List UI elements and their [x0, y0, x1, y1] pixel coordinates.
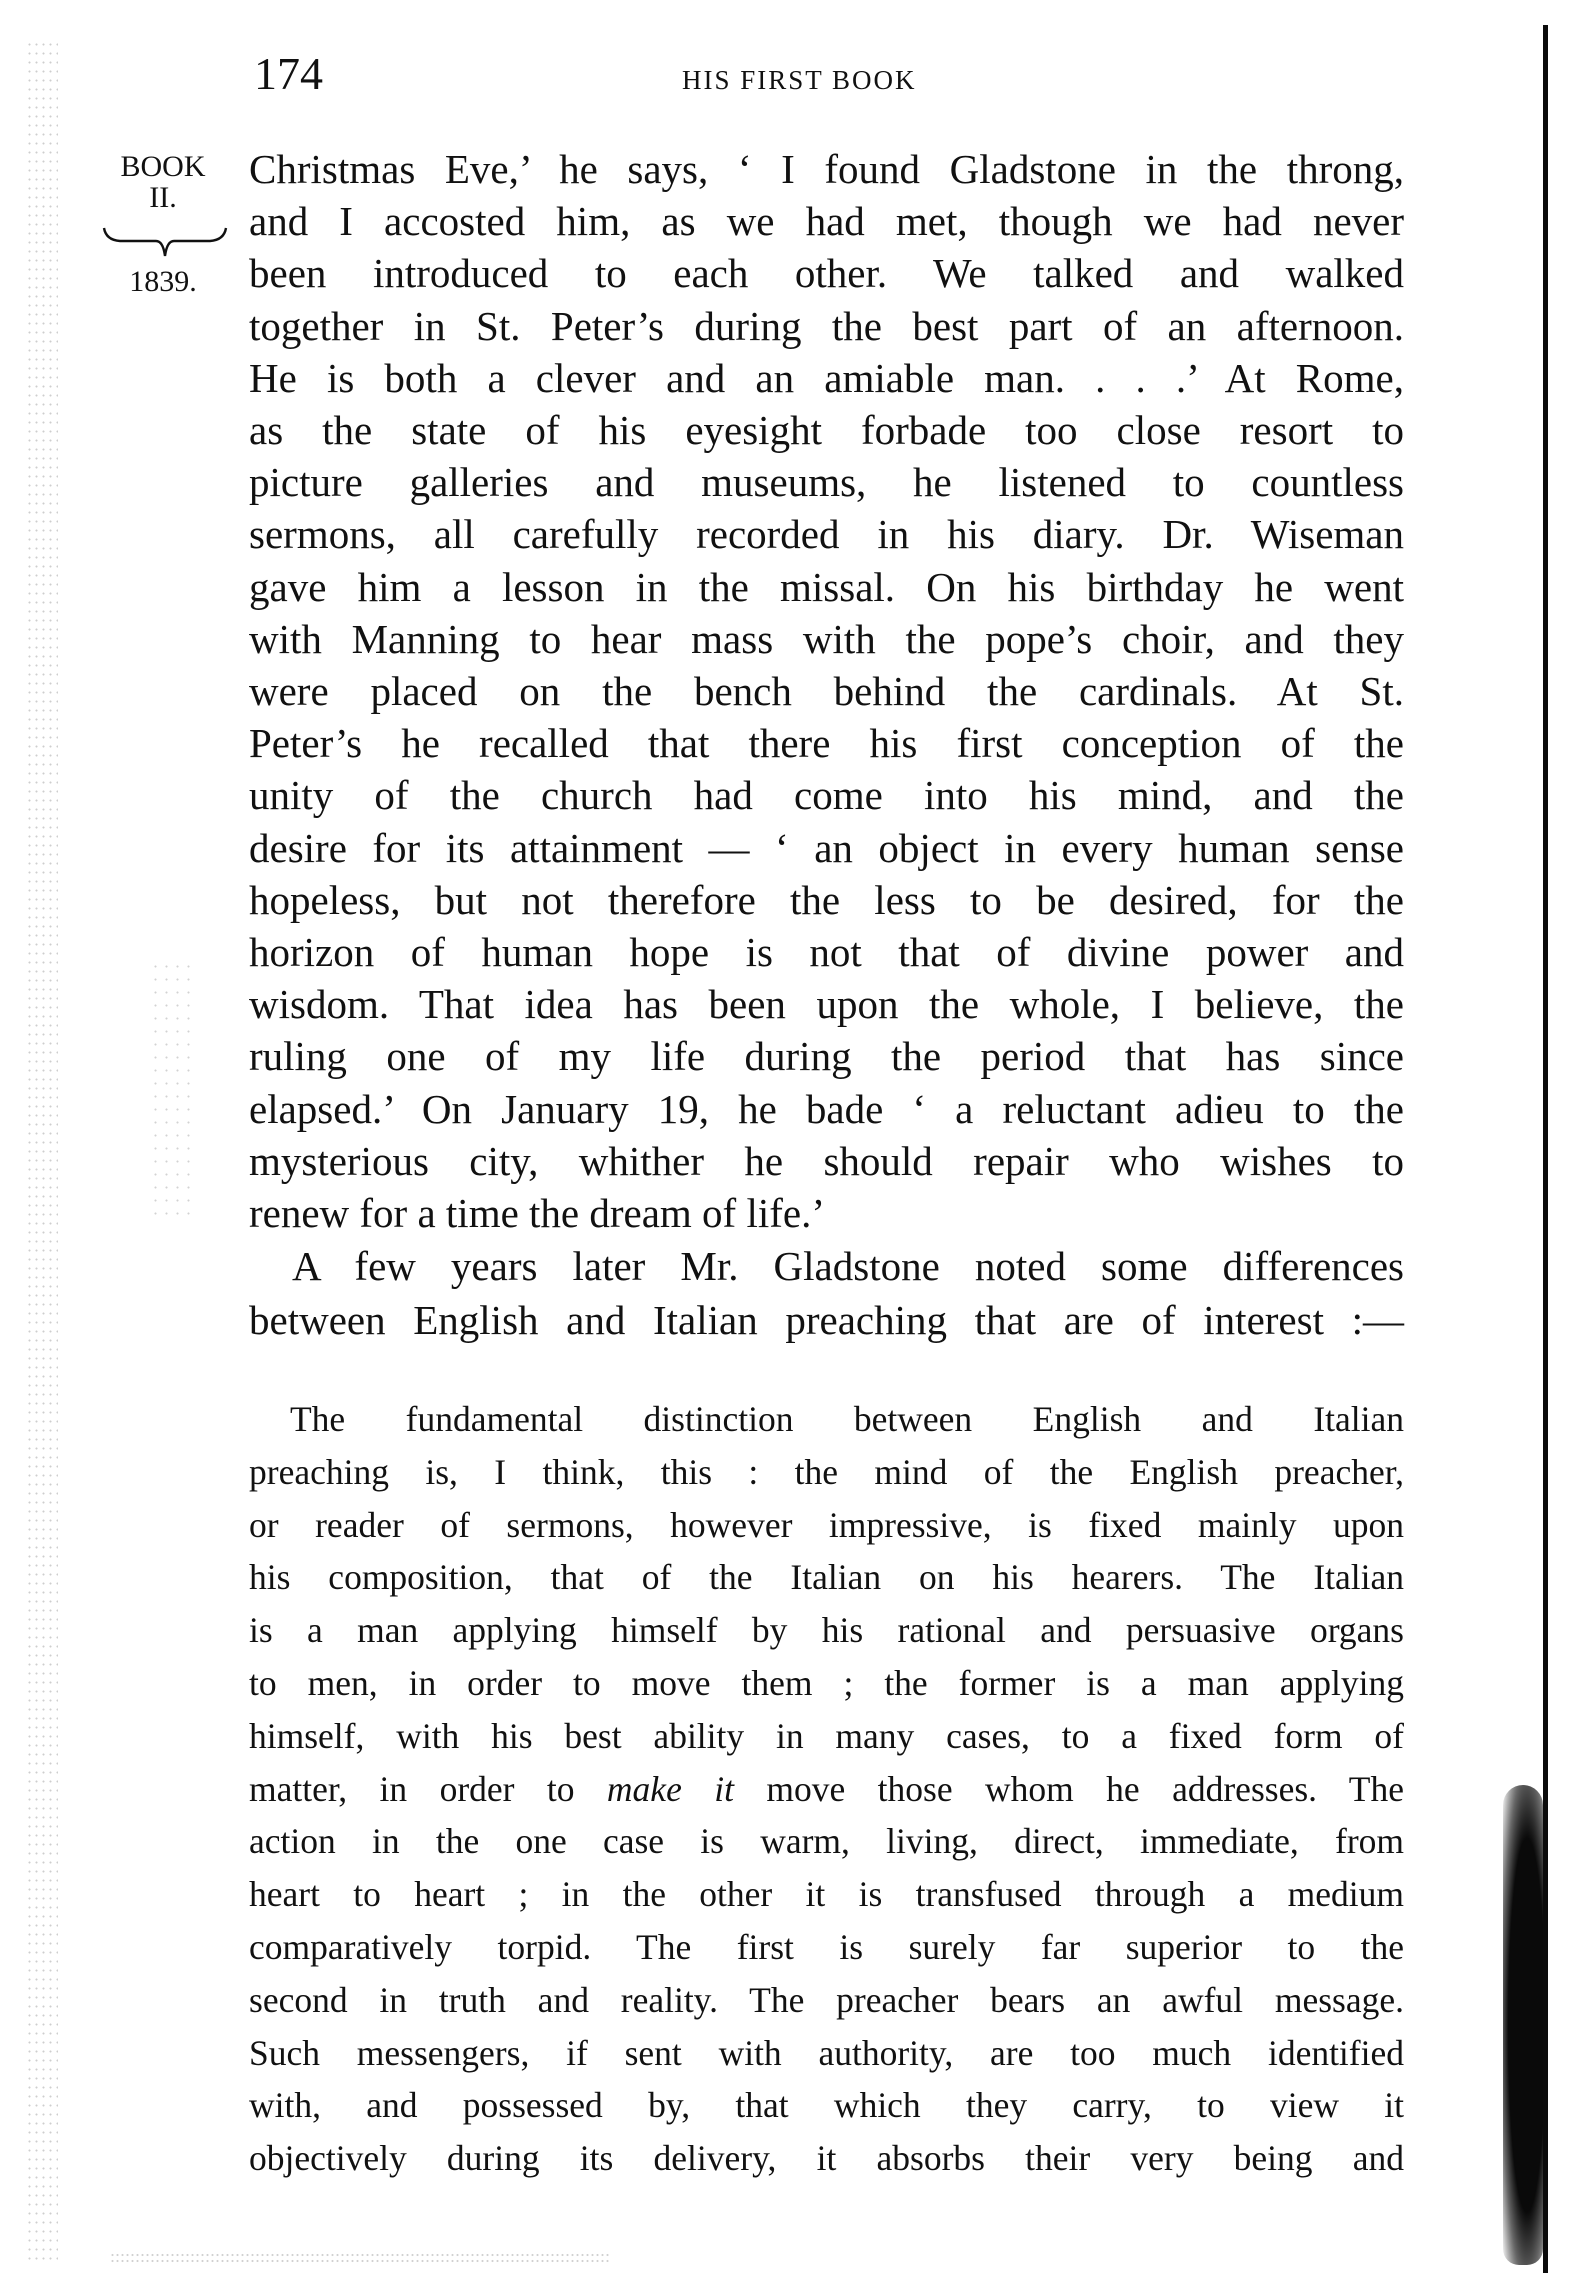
paragraph-1-line: sermons, all carefully recorded in his diary. Dr. Wiseman	[249, 511, 1404, 558]
paragraph-1-line: with Manning to hear mass with the pope’s choir, and they	[249, 615, 1404, 662]
extract-text: move those whom he addresses. The	[733, 1768, 1404, 1809]
paragraph-1-line: as the state of his eyesight forbade too close resort to	[249, 407, 1404, 453]
paragraph-1-line: unity of the church had come into his mind, and the	[249, 772, 1404, 819]
paragraph-1-line: been introduced to each other. We talked and walked	[249, 250, 1404, 297]
paragraph-2-line: A few years later Mr. Gladstone noted some differences	[292, 1243, 1404, 1289]
paragraph-2-line: between English and Italian preaching that are of interest :—	[249, 1297, 1404, 1343]
margin-note-year: 1839.	[129, 265, 197, 298]
extract-line: with, and possessed by, that which they carry, to view it	[249, 2085, 1404, 2126]
extract-line: Such messengers, if sent with authority, are too much identified	[249, 2032, 1404, 2073]
page-number: 174	[254, 48, 323, 99]
paragraph-1-line: mysterious city, whither he should repair who wishes to	[249, 1137, 1404, 1184]
paragraph-1-line: hopeless, but not therefore the less to be desired, for the	[249, 876, 1404, 923]
paragraph-1-line: picture galleries and museums, he listened to countless	[249, 459, 1404, 506]
extract-line: comparatively torpid. The first is surely far superior to the	[249, 1927, 1404, 1967]
paragraph-1-line: renew for a time the dream of life.’	[249, 1190, 826, 1236]
extract-text: matter, in order to	[249, 1768, 607, 1809]
bottom-scan-noise	[110, 2252, 610, 2266]
extract-line: action in the one case is warm, living, direct, immediate, from	[249, 1821, 1404, 1862]
paragraph-1-line: desire for its attainment — ‘ an object in every human sense	[249, 824, 1404, 871]
paragraph-1-line: Peter’s he recalled that there his first conception of the	[249, 720, 1404, 767]
paragraph-1-line: horizon of human hope is not that of divine power and	[249, 929, 1404, 975]
extract-line: heart to heart ; in the other it is transfused through a medium	[249, 1874, 1404, 1915]
paragraph-1-line: Christmas Eve,’ he says, ‘ I found Gladstone in the throng,	[249, 146, 1404, 192]
running-head: HIS FIRST BOOK	[682, 65, 917, 95]
paragraph-1-line: and I accosted him, as we had met, though we had never	[249, 198, 1404, 245]
brace-icon	[100, 226, 230, 262]
paragraph-1-line: wisdom. That idea has been upon the whole, I believe, the	[249, 981, 1404, 1028]
margin-note-part: II.	[149, 181, 177, 214]
extract-line: or reader of sermons, however impressive, is fixed mainly upon	[249, 1504, 1404, 1545]
extract-line: himself, with his best ability in many cases, to a fixed form of	[249, 1715, 1404, 1756]
extract-emphasis: make it	[606, 1768, 734, 1809]
paragraph-1-line: gave him a lesson in the missal. On his birthday he went	[249, 563, 1404, 610]
extract-line: to men, in order to move them ; the former is a man applying	[249, 1663, 1404, 1703]
paragraph-1-line: together in St. Peter’s during the best part of an afternoon.	[249, 302, 1404, 349]
extract-line: is a man applying himself by his rational and persuasive organs	[249, 1610, 1404, 1651]
margin-scan-noise	[150, 960, 190, 1220]
extract-line: The fundamental distinction between English and Italian	[290, 1399, 1404, 1439]
paragraph-1-line: were placed on the bench behind the cardinals. At St.	[249, 668, 1404, 714]
paragraph-1-line: He is both a clever and an amiable man. . . .’ At Rome,	[249, 354, 1404, 401]
extract-line: second in truth and reality. The preacher bears an awful message.	[249, 1979, 1404, 2020]
extract-line: preaching is, I think, this : the mind of the English preacher,	[249, 1451, 1404, 1492]
paragraph-1-line: ruling one of my life during the period that has since	[249, 1033, 1404, 1080]
page-edge-rule	[1543, 25, 1548, 2273]
extract-line	[249, 1763, 1404, 1815]
extract-line: his composition, that of the Italian on his hearers. The Italian	[249, 1557, 1404, 1598]
gutter-scan-noise	[26, 40, 58, 2260]
margin-note-book: BOOK	[120, 150, 206, 183]
paragraph-1-line: elapsed.’ On January 19, he bade ‘ a reluctant adieu to the	[249, 1085, 1404, 1132]
extract-line: objectively during its delivery, it absorbs their very being and	[249, 2138, 1404, 2179]
page-edge-smudge	[1503, 1785, 1543, 2265]
